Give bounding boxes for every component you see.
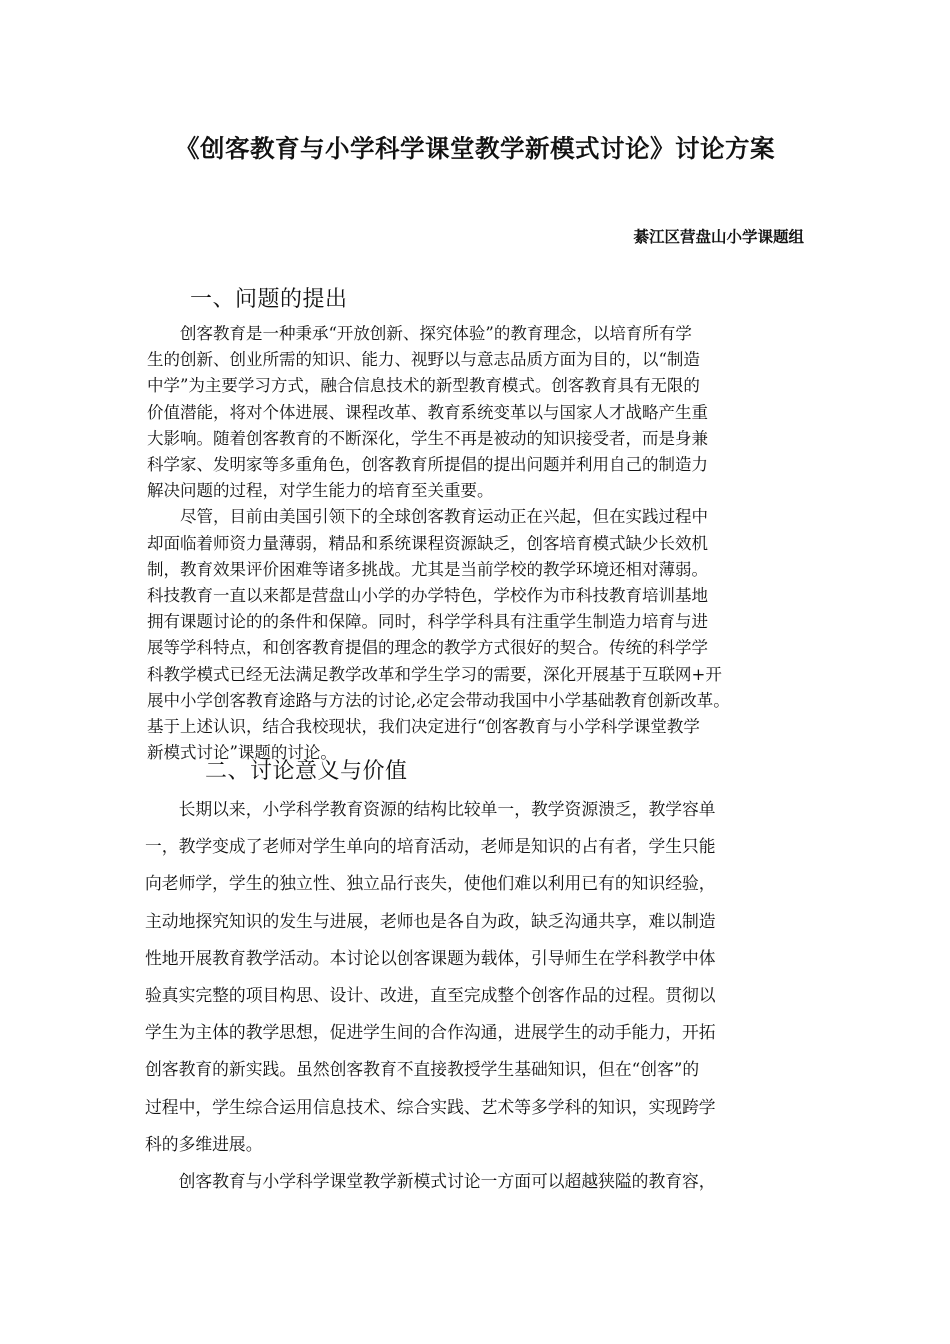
section-1-heading: 一、问题的提出 xyxy=(190,287,348,312)
document-author: 綦江区营盘山小学课题组 xyxy=(633,227,804,246)
text-line: 性地开展教育教学活动。本讨论以创客课题为载体，引导师生在学科教学中体 xyxy=(145,947,716,968)
text-line: 展中小学创客教育途路与方法的讨论,必定会带动我国中小学基础教育创新改革。 xyxy=(147,690,730,710)
text-line: 科教学模式已经无法满足教学改革和学生学习的需要，深化开展基于互联网+开 xyxy=(147,664,722,684)
text-line: 拥有课题讨论的的条件和保障。同时，科学学科具有注重学生制造力培育与进 xyxy=(147,612,708,632)
text-line: 解决问题的过程，对学生能力的培育至关重要。 xyxy=(147,481,494,501)
text-line: 科技教育一直以来都是营盘山小学的办学特色，学校作为市科技教育培训基地 xyxy=(147,586,708,605)
text-line: 创客教育是一种秉承“开放创新、探究体验”的教育理念，以培育所有学 xyxy=(147,324,692,343)
text-line: 过程中，学生综合运用信息技术、综合实践、艺术等多学科的知识，实现跨学 xyxy=(145,1096,716,1117)
text-line: 生的创新、创业所需的知识、能力、视野以与意志品质方面为目的，以“制造 xyxy=(147,350,700,370)
text-line: 学生为主体的教学思想，促进学生间的合作沟通，进展学生的动手能力，开拓 xyxy=(145,1022,716,1043)
text-line: 价值潜能，将对个体进展、课程改革、教育系统变革以与国家人才战略产生重 xyxy=(147,402,708,422)
text-line: 展等学科特点，和创客教育提倡的理念的教学方式很好的契合。传统的科学学 xyxy=(147,638,708,658)
text-line: 科学家、发明家等多重角色，创客教育所提倡的提出问题并利用自己的制造力 xyxy=(147,455,708,474)
text-line: 向老师学，学生的独立性、独立品行丧失，使他们难以利用已有的知识经验， xyxy=(145,873,716,894)
text-line: 基于上述认识，结合我校现状，我们决定进行“创客教育与小学科学课堂教学 xyxy=(147,717,700,736)
text-line: 中学”为主要学习方式，融合信息技术的新型教育模式。创客教育具有无限的 xyxy=(147,376,700,396)
text-line: 创客教育的新实践。虽然创客教育不直接教授学生基础知识，但在“创客”的 xyxy=(145,1059,700,1080)
text-line: 却面临着师资力量薄弱，精品和系统课程资源缺乏，创客培育模式缺少长效机 xyxy=(147,533,708,553)
text-line: 科的多维进展。 xyxy=(145,1133,263,1154)
text-line: 验真实完整的项目构思、设计、改进，直至完成整个创客作品的过程。贯彻以 xyxy=(145,985,716,1005)
section-2-heading: 二、讨论意义与价值 xyxy=(205,759,408,784)
text-line: 主动地探究知识的发生与进展，老师也是各自为政，缺乏沟通共享，难以制造 xyxy=(145,910,716,931)
text-line: 新模式讨论”课题的讨论。 xyxy=(147,743,337,763)
text-line: 尽管，目前由美国引领下的全球创客教育运动正在兴起，但在实践过程中 xyxy=(147,507,708,527)
text-line: 创客教育与小学科学课堂教学新模式讨论一方面可以超越狭隘的教育容， xyxy=(145,1171,716,1191)
text-line: 大影响。随着创客教育的不断深化，学生不再是被动的知识接受者，而是身兼 xyxy=(147,428,708,448)
document-title: 《创客教育与小学科学课堂教学新模式讨论》讨论方案 xyxy=(175,134,775,163)
text-line: 长期以来，小学科学教育资源的结构比较单一，教学资源溃乏，教学容单 xyxy=(145,799,716,819)
text-line: 一，教学变成了老师对学生单向的培育活动，老师是知识的占有者，学生只能 xyxy=(145,836,716,857)
text-line: 制，教育效果评价困难等诸多挑战。尤其是当前学校的教学环境还相对薄弱。 xyxy=(147,559,708,579)
